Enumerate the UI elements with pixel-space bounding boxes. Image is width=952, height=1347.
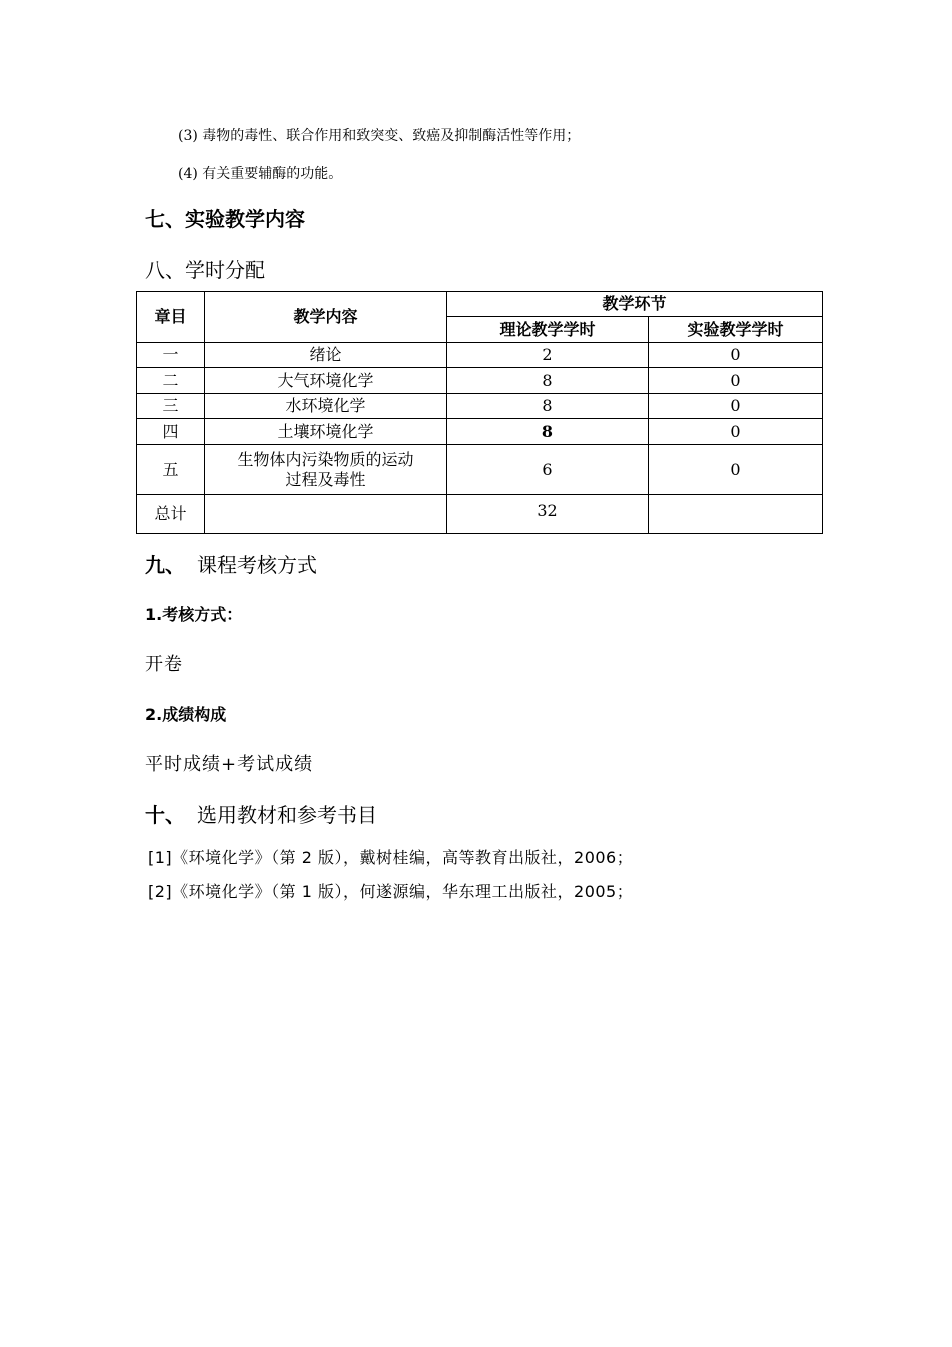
cell-content-line: 生物体内污染物质的运动 <box>237 449 414 469</box>
cell-chapter: 二 <box>137 368 205 394</box>
cell-chapter: 一 <box>137 343 205 368</box>
cell-content: 绪论 <box>205 343 447 368</box>
cell-total-lab <box>649 495 823 534</box>
section-title: 课程考核方式 <box>197 553 317 577</box>
section-heading <box>145 549 317 578</box>
cell-content: 大气环境化学 <box>205 368 447 394</box>
header-teaching-group: 教学环节 <box>447 292 823 317</box>
cell-chapter: 五 <box>137 445 205 495</box>
table-row-total <box>137 495 823 534</box>
cell-lab: 0 <box>649 394 823 419</box>
cell-content: 水环境化学 <box>205 394 447 419</box>
cell-chapter: 四 <box>137 419 205 445</box>
hours-allocation-table <box>136 291 823 534</box>
cell-theory: 8 <box>447 368 649 394</box>
list-item: (3) 毒物的毒性、联合作用和致突变、致癌及抑制酶活性等作用； <box>178 128 581 144</box>
cell-theory: 8 <box>447 419 649 445</box>
header-theory-hours: 理论教学学时 <box>447 317 649 343</box>
header-lab-hours: 实验教学学时 <box>649 317 823 343</box>
cell-chapter: 三 <box>137 394 205 419</box>
cell-theory: 2 <box>447 343 649 368</box>
cell-lab: 0 <box>649 445 823 495</box>
reference-item: [1]《环境化学》（第 2 版），戴树桂编，高等教育出版社，2006； <box>148 848 634 867</box>
reference-item: [2]《环境化学》（第 1 版），何遂源编，华东理工出版社，2005； <box>148 882 634 901</box>
table-row <box>137 419 823 445</box>
section-number: 十、 <box>145 803 185 827</box>
paragraph: 开卷 <box>145 654 183 675</box>
header-content: 教学内容 <box>205 292 447 343</box>
list-item: (4) 有关重要辅酶的功能。 <box>178 166 343 182</box>
cell-total-content <box>205 495 447 534</box>
cell-theory: 6 <box>447 445 649 495</box>
paragraph: 平时成绩+考试成绩 <box>145 754 314 775</box>
cell-content <box>205 445 447 495</box>
cell-total-label: 总计 <box>137 495 205 534</box>
header-chapter: 章目 <box>137 292 205 343</box>
cell-lab: 0 <box>649 419 823 445</box>
table-row <box>137 394 823 419</box>
section-number: 九、 <box>145 553 185 577</box>
cell-lab: 0 <box>649 368 823 394</box>
table-row <box>137 368 823 394</box>
cell-content: 土壤环境化学 <box>205 419 447 445</box>
subheading: 2.成绩构成 <box>145 705 227 724</box>
section-heading: 七、实验教学内容 <box>145 207 305 231</box>
section-heading <box>145 799 377 828</box>
section-heading: 八、学时分配 <box>145 258 265 282</box>
cell-content-line: 过程及毒性 <box>285 469 366 489</box>
cell-theory: 8 <box>447 394 649 419</box>
cell-lab: 0 <box>649 343 823 368</box>
table-row <box>137 445 823 495</box>
cell-total-theory: 32 <box>447 495 649 534</box>
section-title: 选用教材和参考书目 <box>197 803 377 827</box>
subheading: 1.考核方式： <box>145 605 243 624</box>
table-row <box>137 343 823 368</box>
